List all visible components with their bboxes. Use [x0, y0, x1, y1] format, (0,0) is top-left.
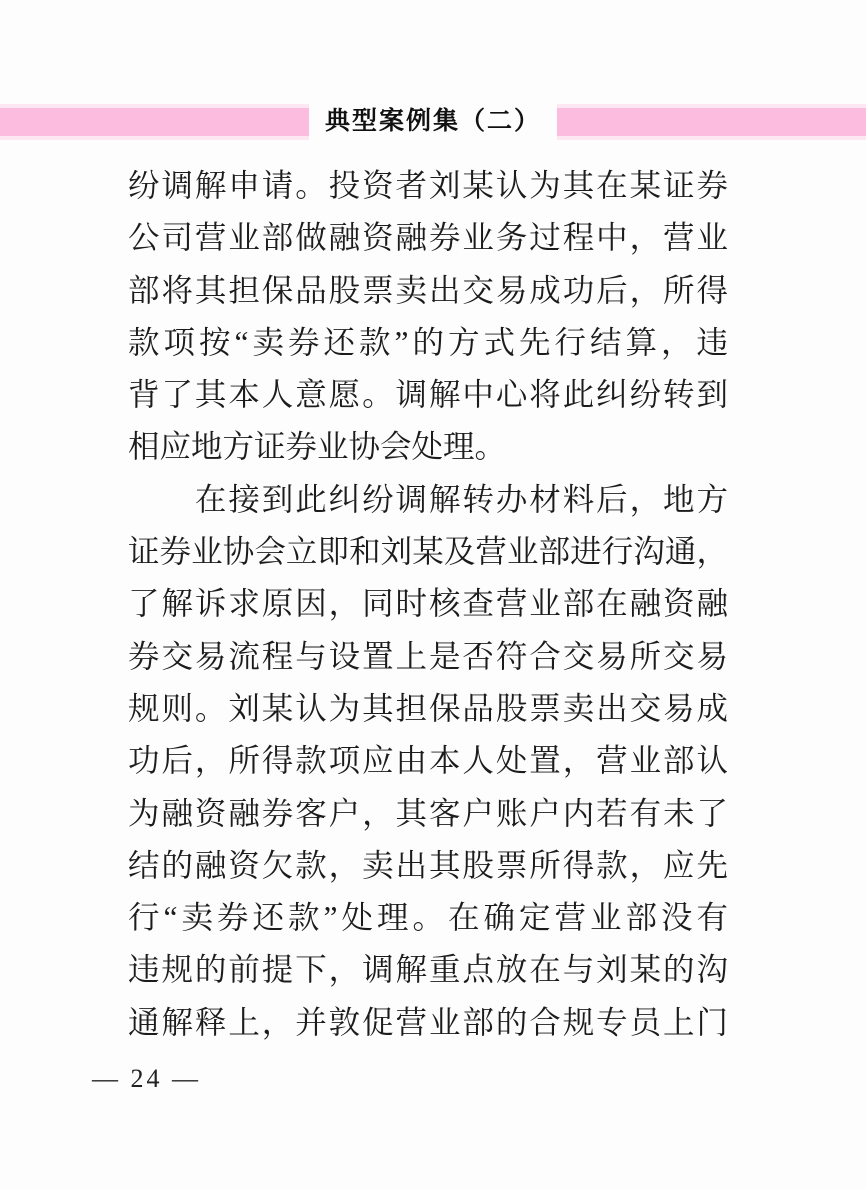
text-line: 通解释上，并敦促营业部的合规专员上门	[128, 1004, 728, 1040]
text-line: 在接到此纠纷调解转办材料后，地方	[128, 481, 728, 517]
text-line: 款项按“卖券还款”的方式先行结算，违	[128, 324, 728, 360]
text-line: 背了其本人意愿。调解中心将此纠纷转到	[128, 377, 728, 413]
text-line: 规则。刘某认为其担保品股票卖出交易成	[128, 690, 728, 726]
text-line: 为融资融券客户，其客户账户内若有未了	[128, 795, 728, 831]
text-line: 功后，所得款项应由本人处置，营业部认	[128, 743, 728, 779]
header-bar-left	[0, 104, 309, 140]
text-line: 券交易流程与设置上是否符合交易所交易	[128, 638, 728, 674]
text-line: 证券业协会立即和刘某及营业部进行沟通，	[128, 534, 728, 570]
header-bar-right	[557, 104, 866, 140]
text-line: 纷调解申请。投资者刘某认为其在某证券	[128, 168, 728, 203]
text-line: 了解诉求原因，同时核查营业部在融资融	[128, 586, 728, 622]
paragraph	[128, 474, 728, 1049]
body-text	[128, 160, 728, 1049]
paragraph	[128, 160, 728, 474]
text-line: 违规的前提下，调解重点放在与刘某的沟	[128, 952, 728, 988]
running-head	[0, 104, 866, 140]
text-line: 相应地方证券业协会处理。	[128, 429, 507, 465]
text-line: 结的融资欠款，卖出其股票所得款，应先	[128, 847, 728, 883]
text-line: 公司营业部做融资融券业务过程中，营业	[128, 220, 728, 256]
page-title: 典型案例集（二）	[325, 108, 542, 135]
page-number: — 24 —	[92, 1064, 201, 1093]
text-line: 行“卖券还款”处理。在确定营业部没有	[128, 900, 728, 936]
text-line: 部将其担保品股票卖出交易成功后，所得	[128, 272, 728, 308]
